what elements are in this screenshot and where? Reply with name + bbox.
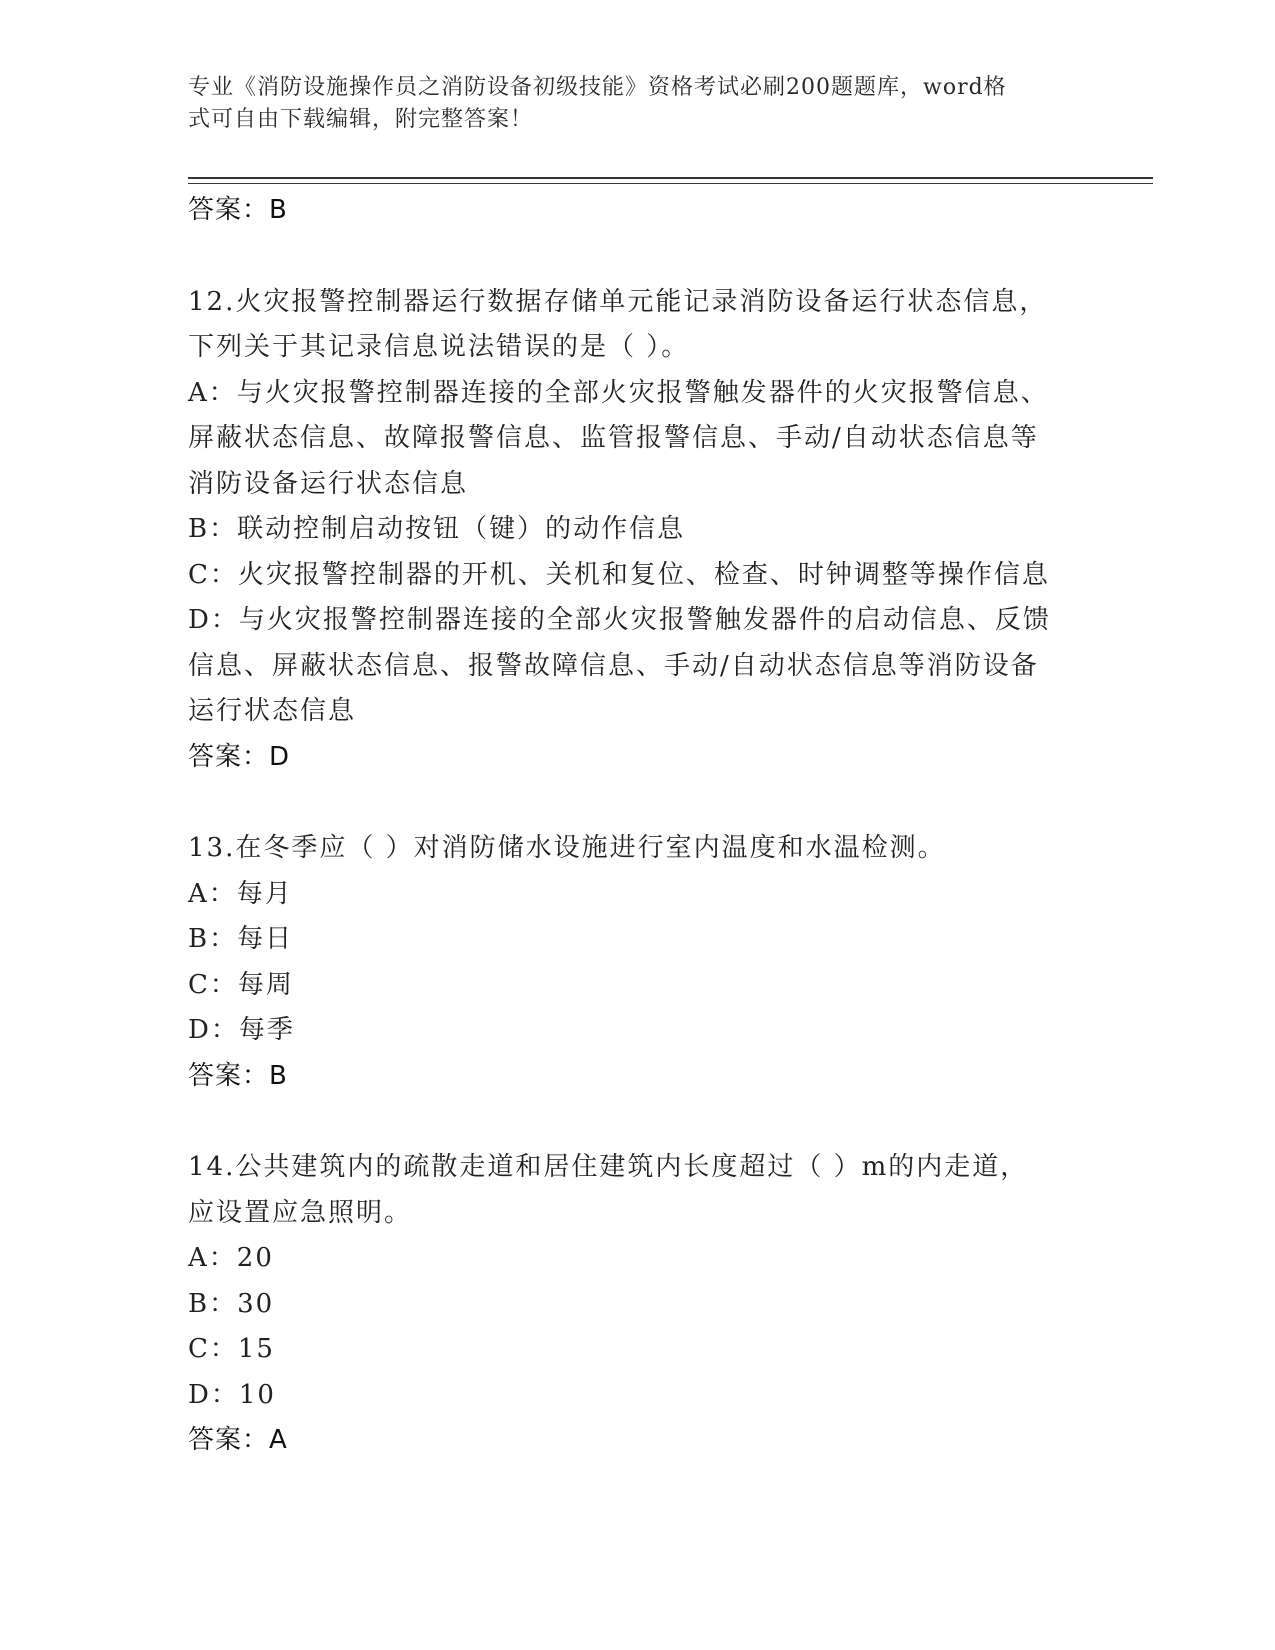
spacer — [188, 234, 1088, 280]
option-line: 信息、屏蔽状态信息、报警故障信息、手动/自动状态信息等消防设备 — [188, 650, 1039, 681]
option-line: 运行状态信息 — [188, 696, 357, 726]
spacer — [188, 780, 1088, 826]
option-line: C：每周 — [188, 969, 294, 1000]
question-stem-line: 14.公共建筑内的疏散走道和居住建筑内长度超过（ ）m的内走道， — [188, 1152, 1029, 1182]
header-title-line-1: 专业《消防设施操作员之消防设备初级技能》资格考试必刷200题题库，word格 — [188, 75, 1007, 100]
option-line: A：每月 — [188, 878, 293, 909]
answer-line: 答案：B — [188, 1060, 288, 1091]
option-line: B：每日 — [188, 924, 294, 954]
page-header — [188, 72, 1068, 136]
option-line: 消防设备运行状态信息 — [188, 468, 469, 499]
question-14 — [188, 1145, 1088, 1464]
answer-line: 答案：D — [188, 741, 291, 772]
option-line: D：10 — [188, 1379, 276, 1410]
question-stem-line: 应设置应急照明。 — [188, 1197, 413, 1228]
option-line: 屏蔽状态信息、故障报警信息、监管报警信息、手动/自动状态信息等 — [188, 423, 1039, 453]
answer-line: 答案：A — [188, 1425, 288, 1455]
option-line: A：与火灾报警控制器连接的全部火灾报警触发器件的火灾报警信息、 — [188, 377, 1049, 408]
option-line: C：15 — [188, 1334, 275, 1364]
question-list — [188, 188, 1088, 1464]
question-stem-line: 下列关于其记录信息说法错误的是（ ）。 — [188, 332, 690, 362]
question-13 — [188, 826, 1088, 1099]
question-12 — [188, 280, 1088, 781]
spacer — [188, 1099, 1088, 1145]
previous-answer: 答案：B — [188, 195, 288, 225]
option-line: A：20 — [188, 1243, 274, 1273]
header-title-line-2: 式可自由下载编辑，附完整答案！ — [188, 107, 534, 132]
option-line: B：联动控制启动按钮（键）的动作信息 — [188, 514, 686, 544]
option-line: D：与火灾报警控制器连接的全部火灾报警触发器件的启动信息、反馈 — [188, 605, 1051, 635]
header-divider — [188, 177, 1153, 179]
option-line: D：每季 — [188, 1015, 295, 1045]
option-line: C：火灾报警控制器的开机、关机和复位、检查、时钟调整等操作信息 — [188, 559, 1050, 590]
question-stem-line: 13.在冬季应（ ）对消防储水设施进行室内温度和水温检测。 — [188, 833, 946, 863]
question-stem-line: 12.火灾报警控制器运行数据存储单元能记录消防设备运行状态信息， — [188, 286, 1048, 317]
option-line: B：30 — [188, 1288, 275, 1319]
